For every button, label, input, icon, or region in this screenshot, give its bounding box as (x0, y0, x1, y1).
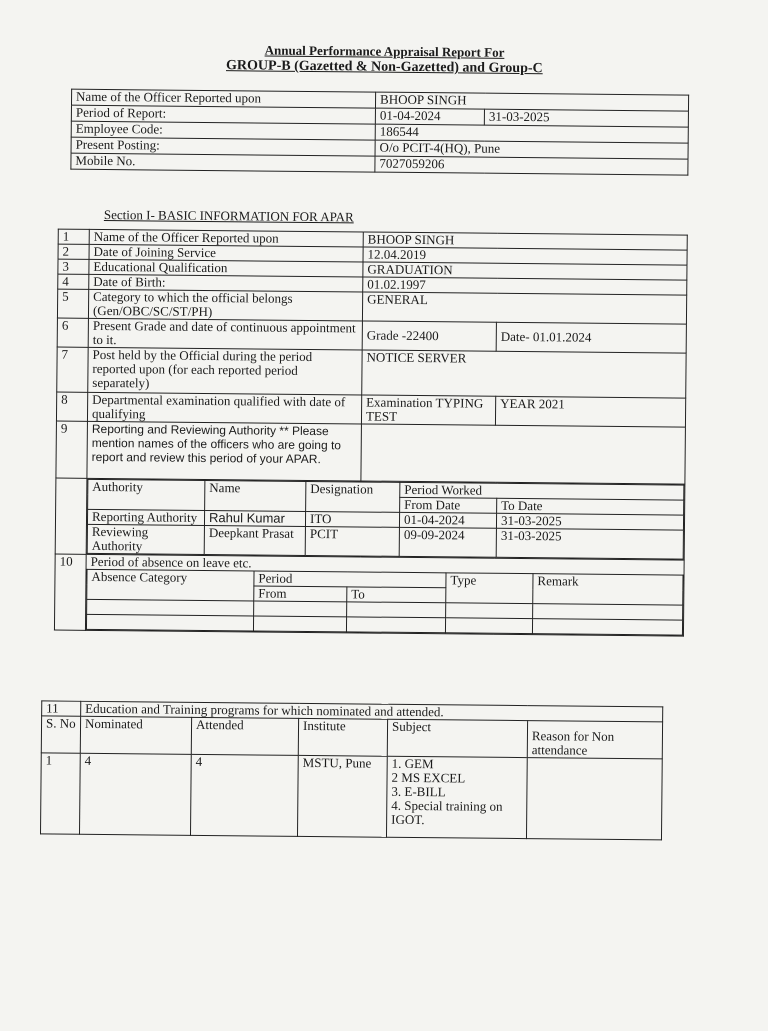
col-header-type: Type (446, 573, 533, 604)
item-label: Category to which the official belongs (Gen/OBC/SC/ST/PH) (88, 289, 362, 321)
empty-cell (445, 618, 532, 634)
item-label: Name of the Officer Reported upon (89, 229, 363, 247)
empty-cell (87, 599, 254, 616)
absence-label: Period of absence on leave etc. (90, 553, 252, 571)
summary-value: O/o PCIT-4(HQ), Pune (375, 140, 688, 159)
table-row (55, 478, 685, 560)
col-header-category: Absence Category (87, 569, 254, 601)
col-header-period: Period Worked (400, 482, 684, 500)
subject-item: 4. Special training on IGOT. (391, 797, 503, 828)
table-row (88, 479, 684, 500)
item-number: 3 (58, 259, 89, 274)
col-header-reason: Reason for Non attendance (527, 721, 662, 759)
col-header-period: Period (254, 571, 446, 588)
col-header-name: Name (205, 480, 306, 511)
absence-container (85, 554, 684, 636)
item-number: 1 (58, 229, 89, 244)
item-number: 8 (56, 392, 87, 421)
summary-value: 01-04-2024 (375, 108, 484, 125)
empty-cell (254, 601, 347, 617)
item-label: Date of Birth: (89, 274, 363, 292)
nominated-cell: 4 (79, 753, 191, 835)
to-date-cell: 31-03-2025 (496, 528, 683, 559)
item-value: Grade -22400 (362, 321, 496, 351)
item-number: 5 (57, 289, 88, 318)
name-cell: Deepkant Prasat (204, 525, 305, 555)
training-label: Education and Training programs for which nominated and attended. (81, 701, 663, 722)
summary-value-2: 31-03-2025 (484, 109, 688, 127)
subject-item: 3. E-BILL (391, 783, 446, 800)
item-value: Examination TYPING TEST (361, 395, 495, 425)
item-number: 4 (58, 274, 89, 289)
name-cell: Rahul Kumar (204, 510, 305, 526)
item-number: 7 (57, 347, 88, 392)
item-value: GENERAL (362, 292, 686, 324)
section-heading: Section I- BASIC INFORMATION FOR APAR (103, 207, 354, 225)
table-row (54, 554, 684, 636)
empty-cell (347, 602, 446, 618)
subject-item: 1. GEM (391, 755, 434, 772)
item-label: Educational Qualification (89, 259, 363, 277)
item-value: BHOOP SINGH (363, 232, 687, 250)
col-header-subject: Subject (387, 719, 527, 757)
col-header-institute: Institute (298, 718, 387, 756)
col-header-to: To (347, 587, 446, 603)
table-row (41, 716, 662, 759)
training-table (40, 700, 663, 840)
item-number: 10 (54, 554, 86, 630)
col-header-to: To Date (497, 498, 684, 515)
from-date-cell: 09-09-2024 (399, 527, 496, 557)
item-label: Departmental examination qualified with date of qualifying (87, 392, 361, 424)
authority-cell: Reporting Authority (87, 509, 204, 525)
col-header-designation: Designation (306, 481, 400, 512)
authority-container (86, 478, 685, 560)
report-title: Annual Performance Appraisal Report For (264, 42, 505, 60)
item-number: 9 (56, 421, 88, 478)
empty-cell (253, 616, 346, 632)
item-value: NOTICE SERVER (362, 350, 686, 398)
section1-table (54, 229, 688, 637)
item-label: Date of Joining Service (89, 244, 363, 262)
item-value-empty (361, 424, 686, 484)
summary-label: Employee Code: (71, 121, 375, 140)
empty-cell (532, 619, 682, 635)
item-value: 01.02.1997 (363, 277, 687, 295)
attended-cell: 4 (190, 754, 298, 836)
summary-label: Name of the Officer Reported upon (71, 89, 375, 108)
col-header-attended: Attended (191, 717, 298, 755)
summary-label: Period of Report: (71, 105, 375, 124)
authority-table (87, 479, 685, 560)
empty-cell (446, 603, 533, 619)
col-header-sno: S. No (41, 716, 80, 753)
item-label: Post held by the Official during the period reported upon (for each reported period separately) (88, 347, 362, 395)
authority-cell: Reviewing Authority (87, 524, 204, 554)
table-row (40, 753, 662, 840)
reason-cell (526, 758, 662, 840)
item-label: Present Grade and date of continuous appointment to it. (88, 318, 362, 350)
empty-cell (86, 614, 253, 631)
table-row (56, 421, 686, 484)
col-header-remark: Remark (533, 574, 683, 605)
designation-cell: PCIT (305, 526, 399, 556)
item-number: 2 (58, 244, 89, 259)
summary-value: 7027059206 (375, 156, 688, 175)
col-header-nominated: Nominated (80, 716, 191, 754)
col-header-authority: Authority (88, 479, 205, 510)
empty-cell (533, 604, 683, 620)
item-value-2: Date- 01.01.2024 (496, 322, 686, 353)
item-value: GRADUATION (363, 262, 687, 280)
summary-value: 186544 (375, 124, 688, 143)
subject-item: 2 MS EXCEL (391, 769, 466, 786)
from-date-cell: 01-04-2024 (399, 512, 496, 528)
col-header-from: From Date (400, 497, 497, 513)
table-row (57, 347, 686, 398)
designation-cell: ITO (305, 511, 399, 527)
summary-value: BHOOP SINGH (375, 92, 688, 111)
col-header-from: From (254, 586, 347, 602)
summary-label: Present Posting: (71, 137, 375, 156)
summary-table (70, 89, 689, 176)
item-number-empty (55, 478, 87, 554)
to-date-cell: 31-03-2025 (496, 513, 683, 530)
item-value-2: YEAR 2021 (495, 396, 685, 427)
item-number: 6 (57, 318, 88, 347)
report-subtitle: GROUP-B (Gazetted & Non-Gazetted) and Group-C (225, 58, 543, 77)
subject-cell (386, 756, 527, 838)
item-number: 11 (42, 701, 81, 716)
empty-cell (346, 617, 445, 633)
absence-table (86, 569, 684, 636)
summary-label: Mobile No. (71, 153, 375, 172)
item-value: 12.04.2019 (363, 247, 687, 265)
sno-cell: 1 (40, 753, 80, 834)
item-label: Reporting and Reviewing Authority ** Please mention names of the officers who are going to report and review this period of your APAR. (87, 421, 362, 481)
institute-cell: MSTU, Pune (297, 755, 387, 837)
